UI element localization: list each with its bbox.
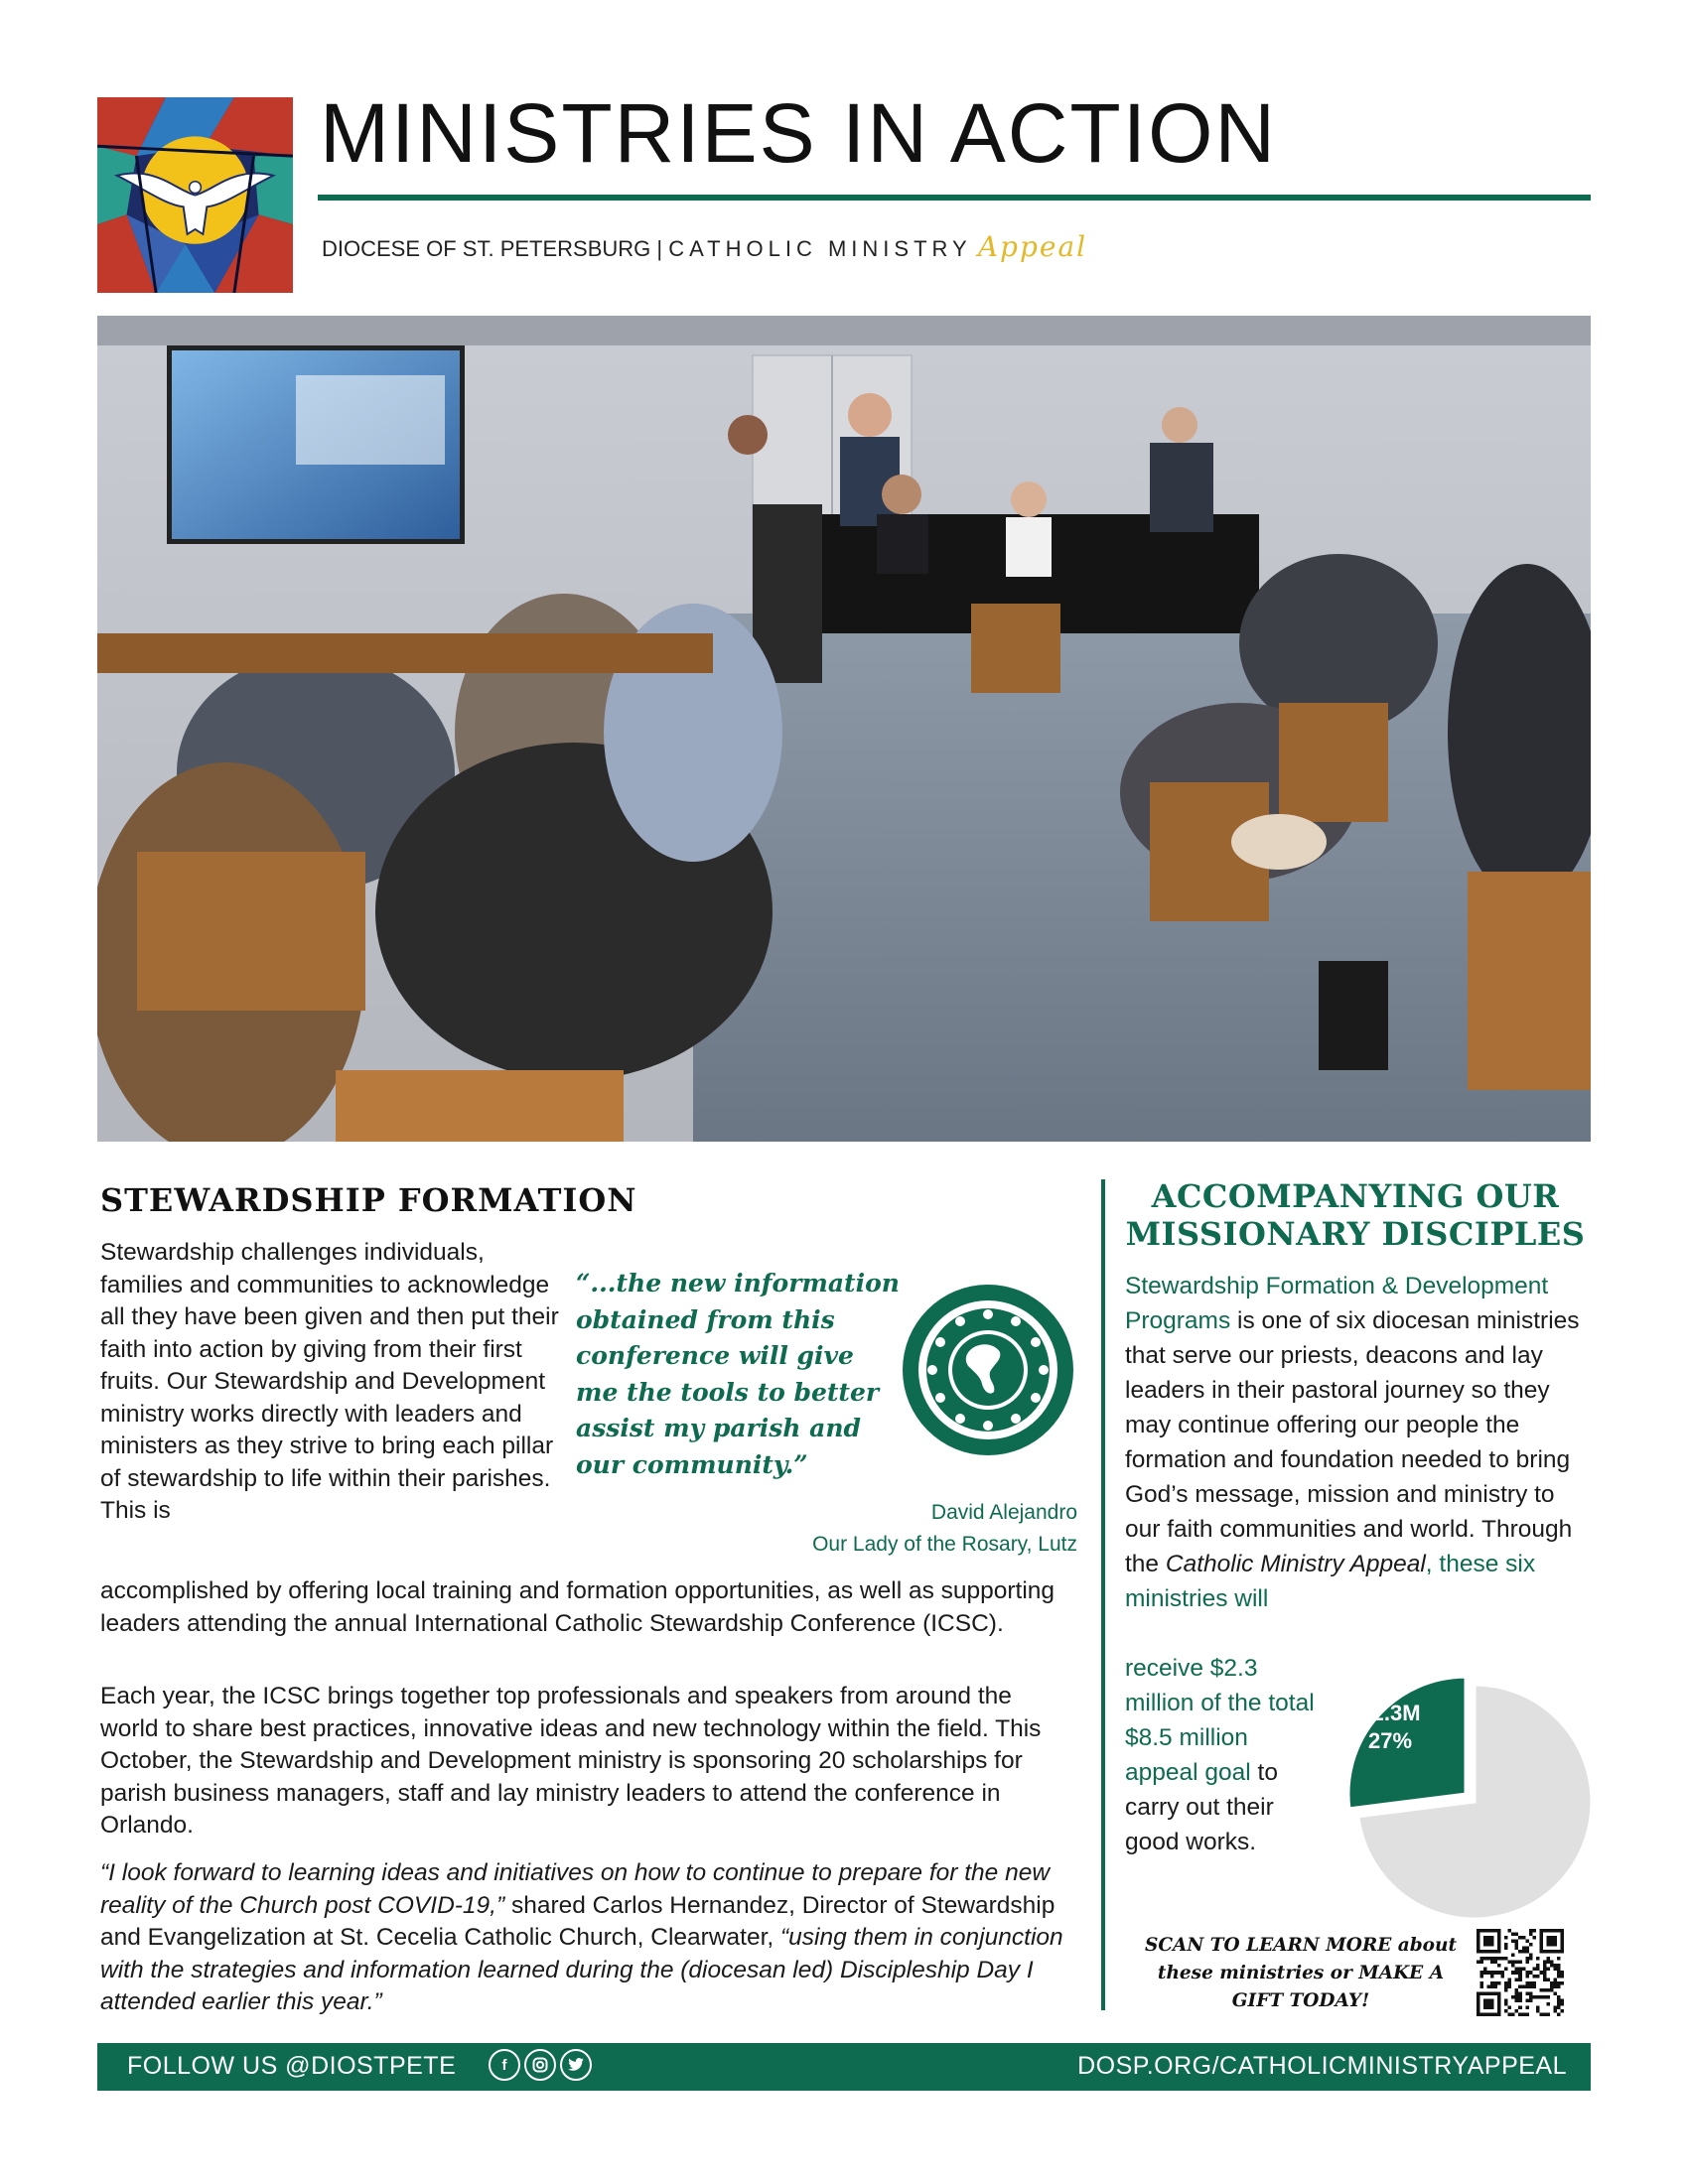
attribution-name: David Alejandro [930,1501,1077,1524]
cma-italic: Catholic Ministry Appeal [1165,1551,1426,1577]
appeal-pie-chart [1321,1648,1594,1921]
diocese-name: DIOCESE OF ST. PETERSBURG [322,236,651,261]
pull-quote: “...the new information obtained from this conference will give me the tools to better assist my parish and our community.” [576,1269,900,1479]
stewardship-paragraph-1a: Stewardship challenges individuals, families and communities to acknowledge all they have been given and then put their faith into action by giving from their first fruits. Our Stewardship and Development ministry works directly with leaders and ministers as they strive to bring each pillar of stewardship to life within their parishes. This is [100,1239,559,1524]
stewardship-paragraph-1b: accomplished by offering local training and formation opportunities, as well as supporting leaders attending the annual International Catholic Stewardship Conference (ICSC). [100,1577,1055,1637]
page-title: MINISTRIES IN ACTION [320,86,1278,180]
title-rule [318,195,1591,201]
hernandez-quote-2: “using them in conjunction with the strategies and information learned during the (diocesan led) Discipleship Day I attended earlier this year.” [100,1924,1063,2015]
facebook-icon[interactable]: f [489,2049,520,2081]
stewardship-paragraph-2: Each year, the ICSC brings together top professionals and speakers from around the world to share best practices, innovative ideas and new technology within the field. This October, the Stewardship and Development ministry is sponsoring 20 scholarships for parish business managers, staff and lay ministry leaders to attend the conference in Orlando. [100,1683,1042,1839]
globe-community-emblem [899,1281,1077,1459]
appeal-url[interactable]: DOSP.ORG/CATHOLICMINISTRYAPPEAL [1077,2052,1567,2080]
pie-amount-label: $2.3M [1359,1701,1421,1725]
follow-us-handle[interactable]: FOLLOW US @DIOSTPETE [127,2052,457,2080]
hernandez-quote-1: “I look forward to learning ideas and initiatives on how to continue to prepare for the new reality of the Church post COVID-19,” [100,1859,1051,1919]
twitter-icon[interactable] [560,2049,592,2081]
column-divider [1101,1179,1105,2010]
pie-percent-label: 27% [1367,1728,1413,1753]
conference-photo [97,316,1591,1142]
sidebar-text-4: to carry out their good works. [1125,1759,1278,1855]
attribution-parish: Our Lady of the Rosary, Lutz [812,1533,1077,1556]
program-link[interactable]: Stewardship Formation & Development Programs [1125,1273,1549,1334]
scan-call-to-action: SCAN TO LEARN MORE about these ministries or MAKE A GIFT TODAY! [1144,1935,1458,2011]
sidebar-text-2: , these six ministries will [1125,1551,1536,1612]
goal-text: receive $2.3 million of the total $8.5 million appeal goal [1125,1655,1315,1786]
stewardship-heading: STEWARDSHIP FORMATION [100,1181,637,1219]
social-icons [489,2049,592,2085]
stewardship-paragraph-3 [100,1857,1073,2019]
sidebar-paragraph-2 [1125,1651,1324,1859]
stained-glass-dove-logo [97,97,293,293]
subtitle [322,230,1087,263]
qr-code[interactable] [1477,1929,1564,2016]
quote-attribution [695,1497,1077,1561]
sidebar-text-1: is one of six diocesan ministries that serve our priests, deacons and lay leaders in their pastoral journey so they may continue offering our people the formation and foundation needed to bring God’s message, mission and ministry to our faith communities and world. Through the [1125,1307,1580,1577]
catholic-ministry-text: CATHOLIC MINISTRY [668,236,972,261]
sidebar-paragraph [1125,1269,1592,1616]
separator: | [656,236,663,261]
instagram-icon[interactable] [524,2049,556,2081]
hernandez-attribution: shared Carlos Hernandez, Director of Stewardship and Evangelization at St. Cecelia Catholic Church, Clearwater, [100,1891,1055,1951]
appeal-script: Appeal [977,230,1088,263]
accompanying-heading: ACCOMPANYING OUR MISSIONARY DISCIPLES [1125,1177,1586,1253]
pie-slice-label [1336,1700,1445,1755]
